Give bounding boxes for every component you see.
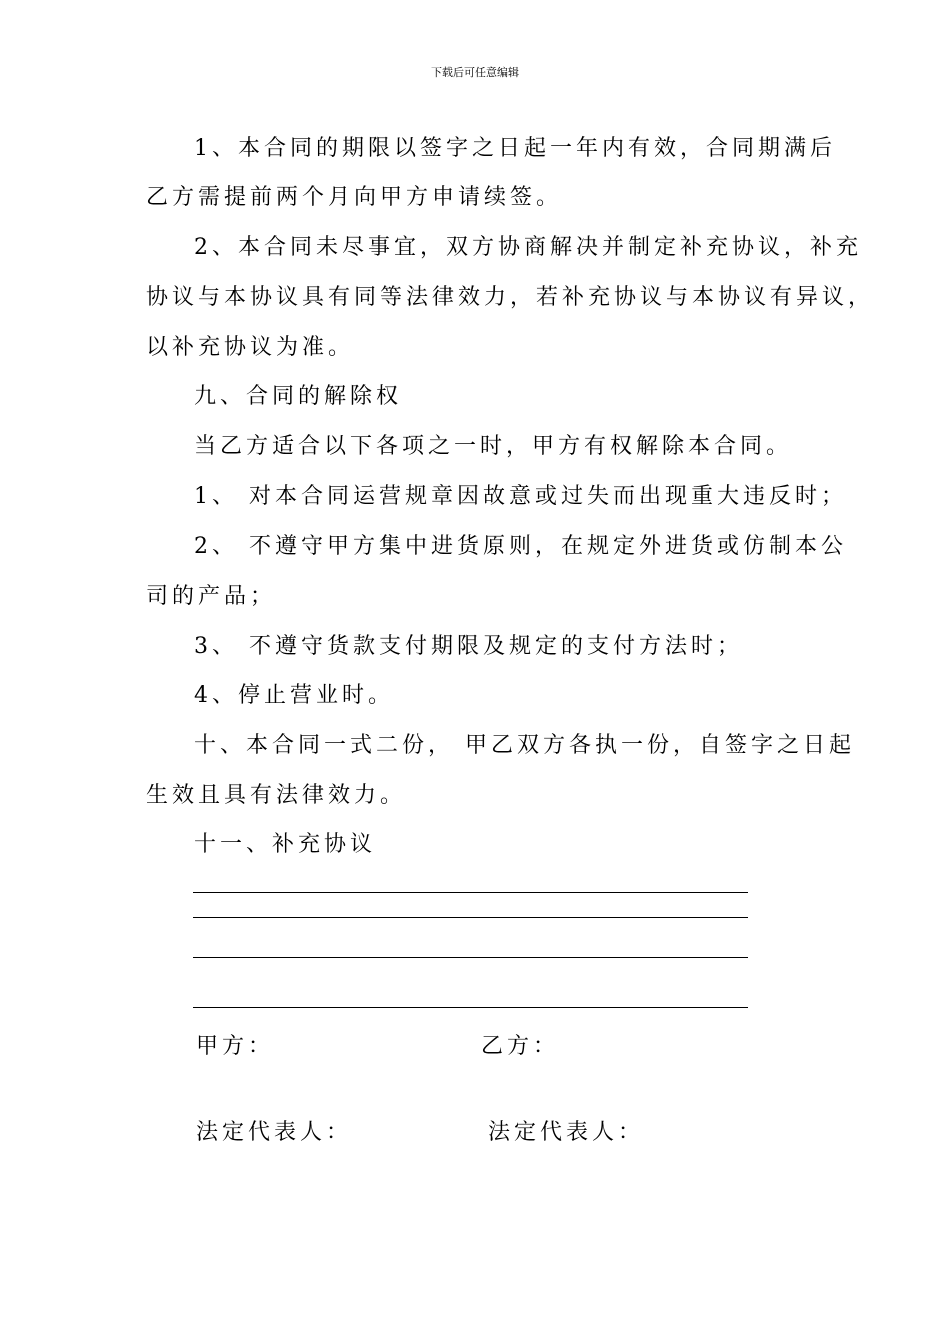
clause-1-line-2: 乙方需提前两个月向甲方申请续签。 (146, 185, 563, 210)
section-10-line-1: 十、本合同一式二份， 甲乙双方各执一份，自签字之日起 (194, 733, 855, 758)
party-b-label: 乙方： (481, 1034, 560, 1059)
section-9-item-2-line-2: 司的产品； (146, 584, 277, 609)
party-a-label: 甲方： (196, 1034, 275, 1059)
section-9-item-4: 4、停止营业时。 (194, 683, 394, 708)
party-b-representative-label: 法定代表人： (488, 1120, 645, 1145)
section-9-title: 九、合同的解除权 (194, 384, 403, 409)
section-9-intro: 当乙方适合以下各项之一时，甲方有权解除本合同。 (194, 434, 793, 459)
section-11-title: 十一、补充协议 (194, 832, 377, 857)
clause-2-line-1: 2、本合同未尽事宜，双方协商解决并制定补充协议，补充 (194, 235, 862, 260)
supplement-blank-line-1 (193, 892, 748, 893)
page-header-note: 下载后可任意编辑 (431, 66, 519, 79)
supplement-blank-line-4 (193, 1007, 748, 1008)
section-9-item-1: 1、 对本合同运营规章因故意或过失而出现重大违反时； (194, 484, 847, 509)
clause-1-line-1: 1、本合同的期限以签字之日起一年内有效，合同期满后 (194, 136, 836, 161)
clause-2-line-2: 协议与本协议具有同等法律效力，若补充协议与本协议有异议， (146, 285, 875, 310)
supplement-blank-line-2 (193, 917, 748, 918)
section-9-item-2-line-1: 2、 不遵守甲方集中进货原则，在规定外进货或仿制本公 (194, 534, 847, 559)
clause-2-line-3: 以补充协议为准。 (146, 335, 355, 360)
section-10-line-2: 生效且具有法律效力。 (146, 783, 407, 808)
supplement-blank-line-3 (193, 957, 748, 958)
party-a-representative-label: 法定代表人： (196, 1120, 353, 1145)
section-9-item-3: 3、 不遵守货款支付期限及规定的支付方法时； (194, 634, 743, 659)
